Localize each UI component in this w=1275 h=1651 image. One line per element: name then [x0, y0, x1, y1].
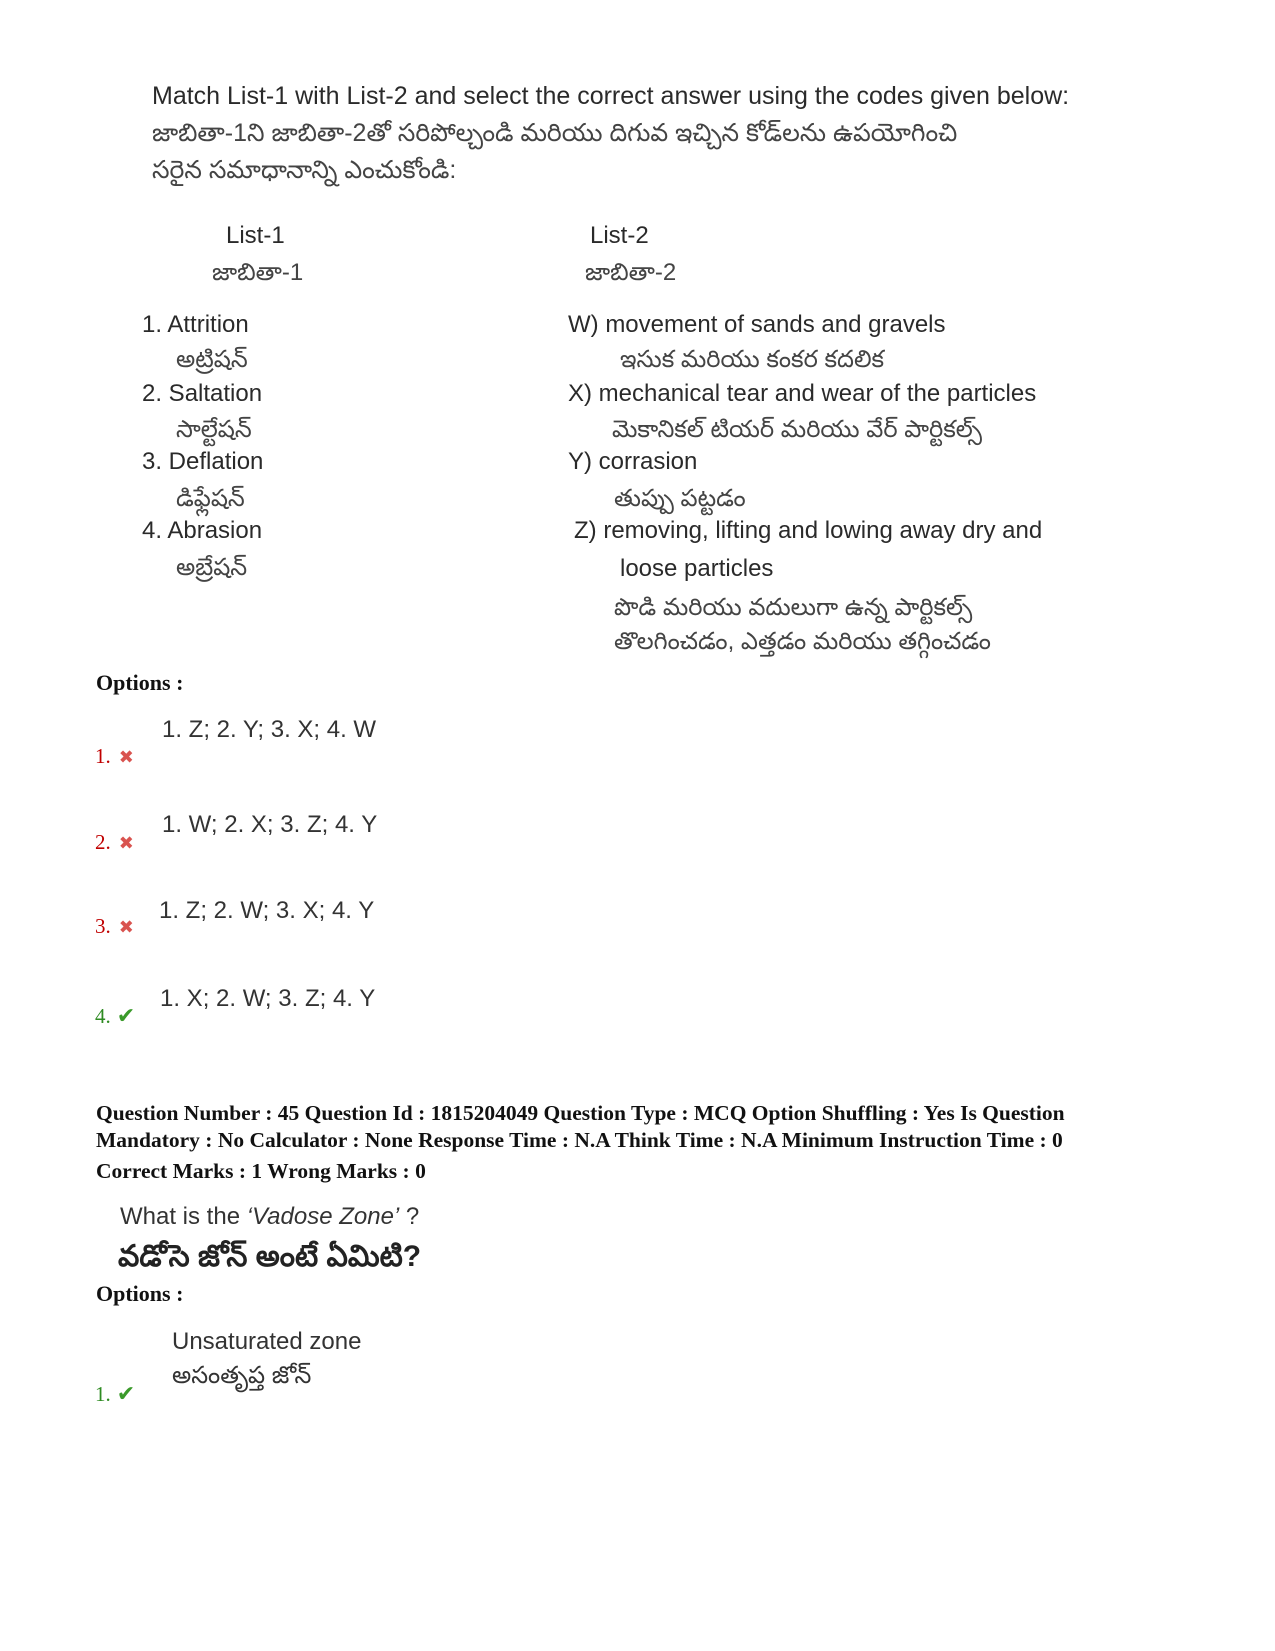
option-number: 3.	[95, 914, 111, 938]
options-label-q2: Options :	[96, 1281, 184, 1306]
option-2-number	[95, 830, 134, 855]
list2-heading-telugu: జాబితా-2	[585, 259, 677, 286]
option-number: 1.	[95, 1382, 111, 1406]
question-prefix: What is the	[120, 1203, 247, 1230]
instruction-english: Match List-1 with List-2 and select the correct answer using the codes given below:	[152, 82, 1070, 110]
list2-item-x: X) mechanical tear and wear of the particles	[568, 380, 1037, 407]
options-label: Options :	[96, 670, 184, 695]
list2-item-z-telugu-cont: తొలగించడం, ఎత్తడం మరియు తగ్గించడం	[614, 628, 991, 655]
option-3-number	[95, 914, 134, 939]
list1-item-abrasion-telugu: అబ్రేషన్	[176, 554, 248, 581]
option-3-text[interactable]: 1. Z; 2. W; 3. X; 4. Y	[159, 897, 375, 924]
option-4-text[interactable]: 1. X; 2. W; 3. Z; 4. Y	[160, 985, 376, 1012]
cross-icon: ✖	[118, 917, 134, 937]
option-2-text[interactable]: 1. W; 2. X; 3. Z; 4. Y	[162, 811, 378, 838]
list1-heading-telugu: జాబితా-1	[212, 259, 304, 286]
list2-item-w-telugu: ఇసుక మరియు కంకర కదలిక	[620, 346, 885, 373]
list1-item-abrasion: 4. Abrasion	[142, 517, 263, 544]
list1-item-deflation-telugu: డిఫ్లేషన్	[176, 485, 245, 512]
option-number: 4.	[95, 1004, 111, 1028]
option-1-number-q2	[95, 1381, 135, 1407]
list2-item-w: W) movement of sands and gravels	[568, 311, 946, 338]
list1-item-saltation: 2. Saltation	[142, 380, 263, 407]
list1-heading: List-1	[226, 222, 285, 249]
cross-icon: ✖	[118, 833, 134, 853]
list2-heading: List-2	[590, 222, 649, 249]
option-1-text[interactable]: 1. Z; 2. Y; 3. X; 4. W	[162, 716, 377, 743]
list1-item-attrition-telugu: అట్రిషన్	[176, 346, 248, 373]
list2-item-y-telugu: తుప్పు పట్టడం	[614, 485, 746, 512]
option-1-text-q2[interactable]: Unsaturated zone	[172, 1328, 362, 1355]
list2-item-x-telugu: మెకానికల్ టియర్ మరియు వేర్ పార్టికల్స్	[612, 416, 983, 443]
list2-item-z-telugu: పొడి మరియు వదులుగా ఉన్న పార్టికల్స్	[614, 594, 973, 621]
question-text	[120, 1203, 419, 1231]
instruction-telugu-line2: సరైన సమాధానాన్ని ఎంచుకోండి:	[152, 156, 457, 184]
question-intro	[152, 78, 1069, 189]
question-meta	[96, 1100, 1065, 1185]
list2-item-z: Z) removing, lifting and lowing away dry and	[574, 517, 1043, 544]
cross-icon: ✖	[118, 747, 134, 767]
option-4-number	[95, 1003, 135, 1029]
check-icon: ✔	[116, 1003, 136, 1028]
list2-item-y: Y) corrasion	[568, 448, 698, 475]
list1-item-attrition: 1. Attrition	[142, 311, 249, 338]
question-text-telugu: వడోసె జోన్ అంటే ఏమిటి?	[118, 1240, 422, 1273]
list1-item-deflation: 3. Deflation	[142, 448, 264, 475]
option-number: 2.	[95, 830, 111, 854]
instruction-telugu-line1: జాబితా-1ని జాబితా-2తో సరిపోల్చండి మరియు దిగువ ఇచ్చిన కోడ్‌లను ఉపయోగించి	[152, 119, 958, 147]
meta-line1: Question Number : 45 Question Id : 1815204049 Question Type : MCQ Option Shuffling : Yes Is Question	[96, 1101, 1065, 1125]
option-number: 1.	[95, 744, 111, 768]
option-1-text-q2-telugu: అసంతృప్త జోన్	[172, 1362, 312, 1389]
list2-item-z-cont: loose particles	[620, 555, 774, 582]
question-suffix: ?	[399, 1203, 420, 1230]
meta-line2: Mandatory : No Calculator : None Response Time : N.A Think Time : N.A Minimum Instruction Time : 0	[96, 1128, 1063, 1152]
list1-item-saltation-telugu: సాల్టేషన్	[176, 416, 252, 443]
option-1-number	[95, 744, 134, 769]
question-term: ‘Vadose Zone’	[246, 1203, 400, 1230]
meta-line3: Correct Marks : 1 Wrong Marks : 0	[96, 1159, 426, 1183]
check-icon: ✔	[116, 1381, 136, 1406]
